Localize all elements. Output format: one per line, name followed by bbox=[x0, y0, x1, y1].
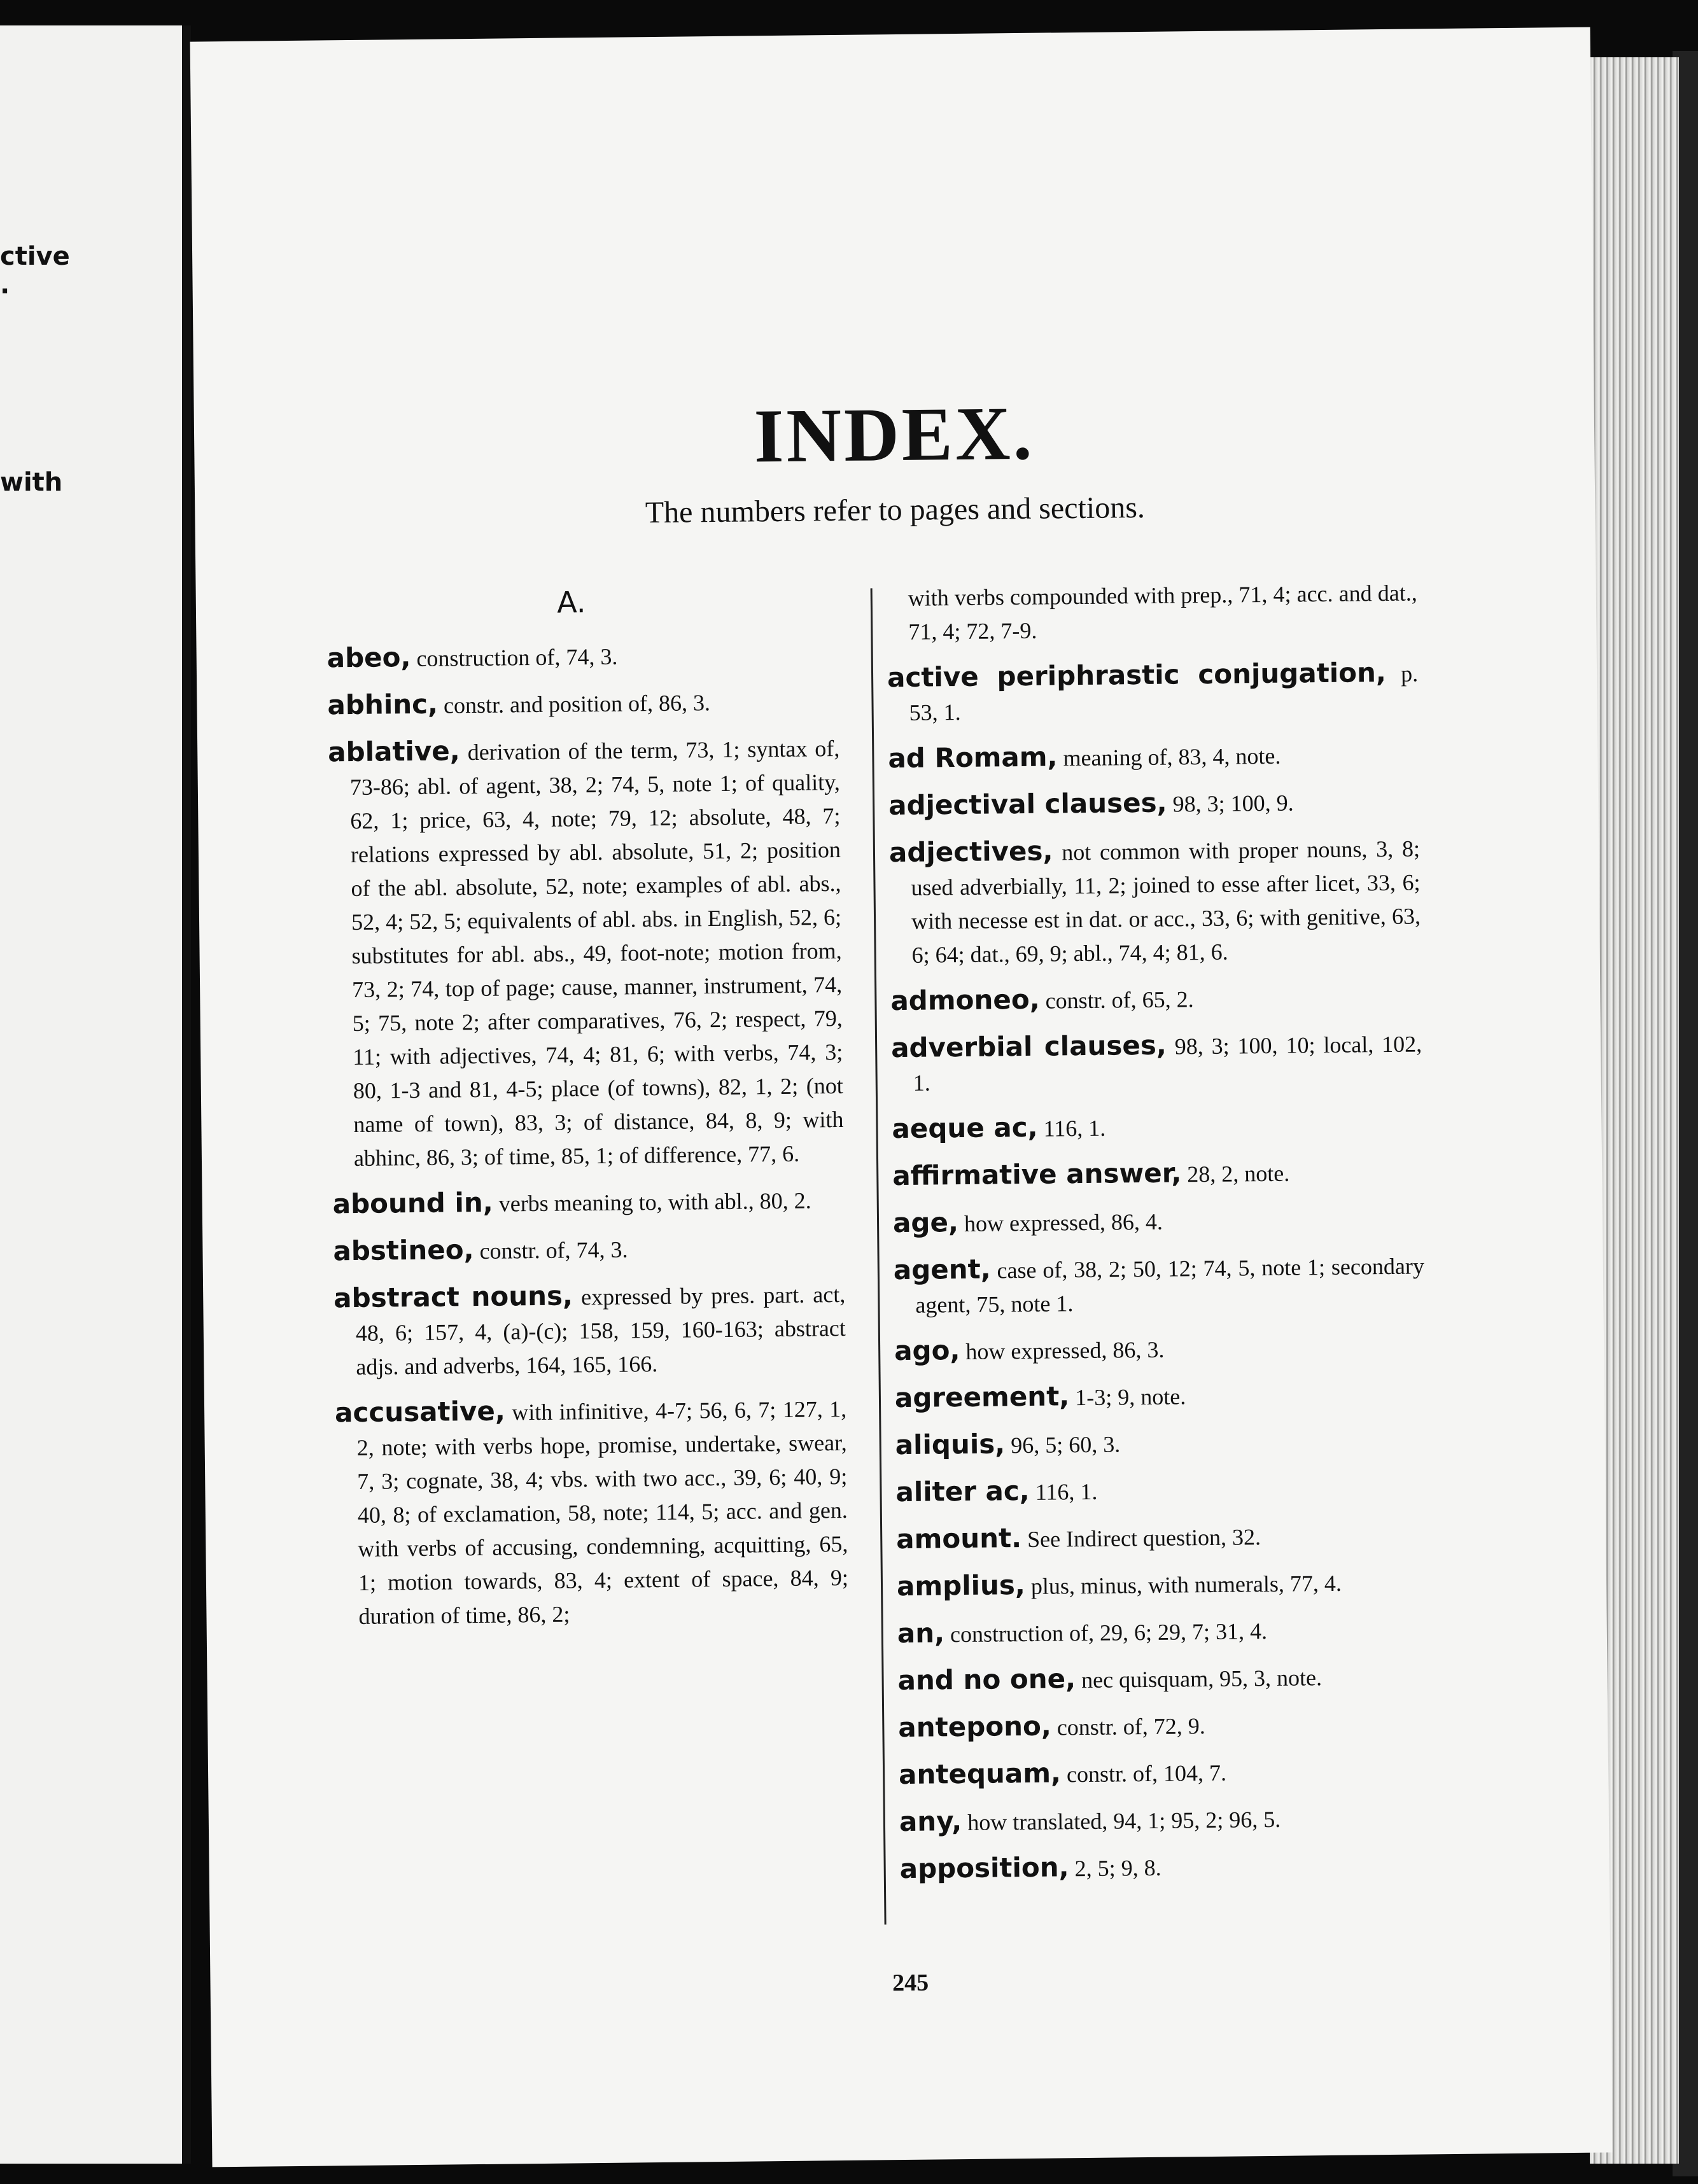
entry-references: meaning of, 83, 4, note. bbox=[1063, 743, 1281, 771]
index-entry bbox=[333, 1229, 845, 1270]
entry-headword: active periphrastic conjugation, bbox=[887, 656, 1387, 694]
entry-references: nec quisquam, 95, 3, note. bbox=[1081, 1665, 1323, 1693]
entry-references: verbs meaning to, with abl., 80, 2. bbox=[498, 1187, 811, 1217]
entry-references: 116, 1. bbox=[1043, 1115, 1106, 1142]
index-entry bbox=[899, 1752, 1430, 1793]
index-entry bbox=[892, 1153, 1424, 1194]
index-entry bbox=[332, 1182, 845, 1222]
index-entry bbox=[327, 683, 839, 724]
entry-references: 98, 3; 100, 9. bbox=[1172, 790, 1294, 817]
index-entry bbox=[897, 1658, 1429, 1699]
index-entry bbox=[894, 1247, 1425, 1322]
entry-references: constr. of, 65, 2. bbox=[1045, 986, 1194, 1014]
book-gutter bbox=[182, 25, 191, 2164]
entry-headword: abound in, bbox=[332, 1186, 493, 1220]
left-page-fragment: ctive bbox=[0, 242, 70, 271]
index-entry bbox=[897, 1611, 1429, 1652]
index-entry bbox=[893, 1200, 1424, 1242]
entry-references: expressed by pres. part. act, 48, 6; 157, 4, (a)-(c); 158, 159, 160-163; abstract adjs. and adverbs, 164, 165, 166. bbox=[355, 1281, 846, 1380]
entry-headword: adjectival clauses, bbox=[888, 787, 1167, 822]
index-entry bbox=[335, 1390, 849, 1634]
entry-references: constr. and position of, 86, 3. bbox=[443, 690, 711, 718]
left-page-fragment: with bbox=[0, 468, 63, 497]
index-entry bbox=[892, 1106, 1423, 1147]
index-entry bbox=[328, 730, 844, 1175]
continuation-text: with verbs compounded with prep., 71, 4; acc. and dat., 71, 4; 72, 7-9. bbox=[908, 580, 1417, 645]
entry-references: 1-3; 9, note. bbox=[1075, 1383, 1186, 1411]
entry-headword: admoneo, bbox=[890, 983, 1040, 1017]
index-entry bbox=[887, 655, 1419, 730]
entry-headword: adverbial clauses, bbox=[890, 1029, 1167, 1064]
entry-headword: ad Romam, bbox=[888, 741, 1058, 774]
index-entry bbox=[895, 1422, 1426, 1464]
index-entry bbox=[899, 1799, 1431, 1840]
page-number: 245 bbox=[892, 1969, 929, 1997]
entry-headword: an, bbox=[897, 1617, 945, 1649]
entry-headword: and no one, bbox=[897, 1663, 1076, 1697]
left-page-fragment: . bbox=[0, 270, 10, 300]
entry-references: how expressed, 86, 4. bbox=[964, 1208, 1163, 1236]
entry-references: p. 53, 1. bbox=[909, 661, 1419, 725]
entry-references: plus, minus, with numerals, 77, 4. bbox=[1030, 1570, 1342, 1599]
index-entry bbox=[889, 830, 1421, 972]
entry-references: 96, 5; 60, 3. bbox=[1010, 1431, 1121, 1459]
entry-references: See Indirect question, 32. bbox=[1027, 1524, 1261, 1552]
entry-references: how translated, 94, 1; 95, 2; 96, 5. bbox=[967, 1806, 1281, 1835]
index-entry bbox=[888, 783, 1420, 824]
index-entry bbox=[891, 1025, 1422, 1100]
index-entry bbox=[333, 1276, 846, 1384]
entry-references: constr. of, 74, 3. bbox=[479, 1236, 628, 1264]
entry-references: not common with proper nouns, 3, 8; used adverbially, 11, 2; joined to esse after licet, 33, 6; with necesse est in dat. or acc., 33, 6; with genitive, 63, 6; 64; dat., 69, 9; abl., 74, 4; 81, 6. bbox=[911, 836, 1421, 968]
entry-references: constr. of, 72, 9. bbox=[1056, 1713, 1206, 1740]
index-entry bbox=[888, 736, 1419, 777]
entry-references: 28, 2, note. bbox=[1187, 1160, 1290, 1187]
entry-headword: abstineo, bbox=[333, 1234, 474, 1267]
entry-headword: affirmative answer, bbox=[892, 1157, 1182, 1192]
page-subtitle: The numbers refer to pages and sections. bbox=[645, 490, 1146, 530]
index-entry bbox=[890, 978, 1422, 1019]
index-entry bbox=[895, 1375, 1426, 1417]
index-entry bbox=[896, 1516, 1428, 1558]
page-title: INDEX. bbox=[754, 390, 1035, 479]
index-entry bbox=[894, 1328, 1426, 1369]
entry-references: constr. of, 104, 7. bbox=[1066, 1760, 1227, 1788]
entry-references: case of, 38, 2; 50, 12; 74, 5, note 1; secondary agent, 75, note 1. bbox=[915, 1253, 1425, 1318]
entry-headword: ablative, bbox=[328, 735, 460, 768]
entry-headword: aliquis, bbox=[895, 1428, 1006, 1461]
entry-references: construction of, 29, 6; 29, 7; 31, 4. bbox=[950, 1618, 1268, 1648]
entry-headword: amount. bbox=[896, 1522, 1022, 1555]
index-entry bbox=[895, 1469, 1427, 1511]
entry-headword: agreement, bbox=[894, 1380, 1070, 1414]
entry-headword: aliter ac, bbox=[895, 1474, 1030, 1508]
entry-headword: antequam, bbox=[898, 1757, 1062, 1791]
index-entry bbox=[898, 1705, 1429, 1746]
entry-headword: agent, bbox=[893, 1253, 991, 1286]
entry-references: construction of, 74, 3. bbox=[416, 643, 618, 671]
index-page bbox=[190, 27, 1613, 2167]
entry-references: how expressed, 86, 3. bbox=[965, 1336, 1165, 1364]
entry-headword: amplius, bbox=[896, 1569, 1026, 1602]
section-letter: A. bbox=[556, 585, 586, 620]
entry-references: 116, 1. bbox=[1035, 1478, 1098, 1505]
entry-headword: accusative, bbox=[334, 1395, 506, 1429]
entry-headword: age, bbox=[892, 1207, 959, 1239]
entry-headword: abstract nouns, bbox=[333, 1280, 573, 1314]
entry-references: with infinitive, 4-7; 56, 6, 7; 127, 1, 2, note; with verbs hope, promise, undertake, swear, 7, 3; cognate, 38, 4; vbs. with two acc., 39, 6; 40, 9; 40, 8; of exclamation, 58, note; 114, 5; acc. and gen. with verbs of accusing, condemning, acquitting, 65, 1; motion towards, 83, 4; extent of space, 84, 9; duration of time, 86, 2; bbox=[356, 1396, 849, 1629]
entry-headword: aeque ac, bbox=[892, 1111, 1038, 1145]
index-entry bbox=[899, 1846, 1431, 1887]
index-entry bbox=[326, 636, 839, 676]
entry-headword: abeo, bbox=[326, 641, 411, 674]
entry-headword: apposition, bbox=[899, 1851, 1069, 1885]
entry-headword: adjectives, bbox=[888, 835, 1053, 869]
entry-references: 98, 3; 100, 10; local, 102, 1. bbox=[913, 1031, 1422, 1096]
entry-references: derivation of the term, 73, 1; syntax of, 73-86; abl. of agent, 38, 2; 74, 5, note 1; of quality, 62, 1; price, 63, 4, note; 79, 12; absolute, 48, 7; relations expressed by abl. absolute, 51, 2; position of the abl. absolute, 52, note; examples of abl. abs., 52, 4; 52, 5; equivalents of abl. abs. in English, 52, 6; substitutes for abl. abs., 49, foot-note; motion from, 73, 2; 74, top of page; cause, manner, instrument, 74, 5; 75, note 2; after comparatives, 76, 2; respect, 79, 11; with adjectives, 74, 4; 81, 6; with verbs, 74, 3; 80, 1-3 and 81, 4-5; place (of towns), 82, 1, 2; (not name of town), 83, 3; of distance, 84, 8, 9; with abhinc, 86, 3; of time, 85, 1; of difference, 77, 6. bbox=[349, 735, 844, 1172]
entry-headword: ago, bbox=[894, 1334, 960, 1367]
entry-headword: abhinc, bbox=[327, 688, 439, 721]
entry-references: 2, 5; 9, 8. bbox=[1074, 1854, 1161, 1882]
index-entry bbox=[897, 1564, 1428, 1605]
left-page-edge bbox=[0, 25, 191, 2164]
index-column-right bbox=[887, 577, 1425, 1899]
right-entries bbox=[887, 655, 1425, 1887]
entry-headword: antepono, bbox=[898, 1710, 1052, 1744]
entry-headword: any, bbox=[899, 1805, 962, 1838]
